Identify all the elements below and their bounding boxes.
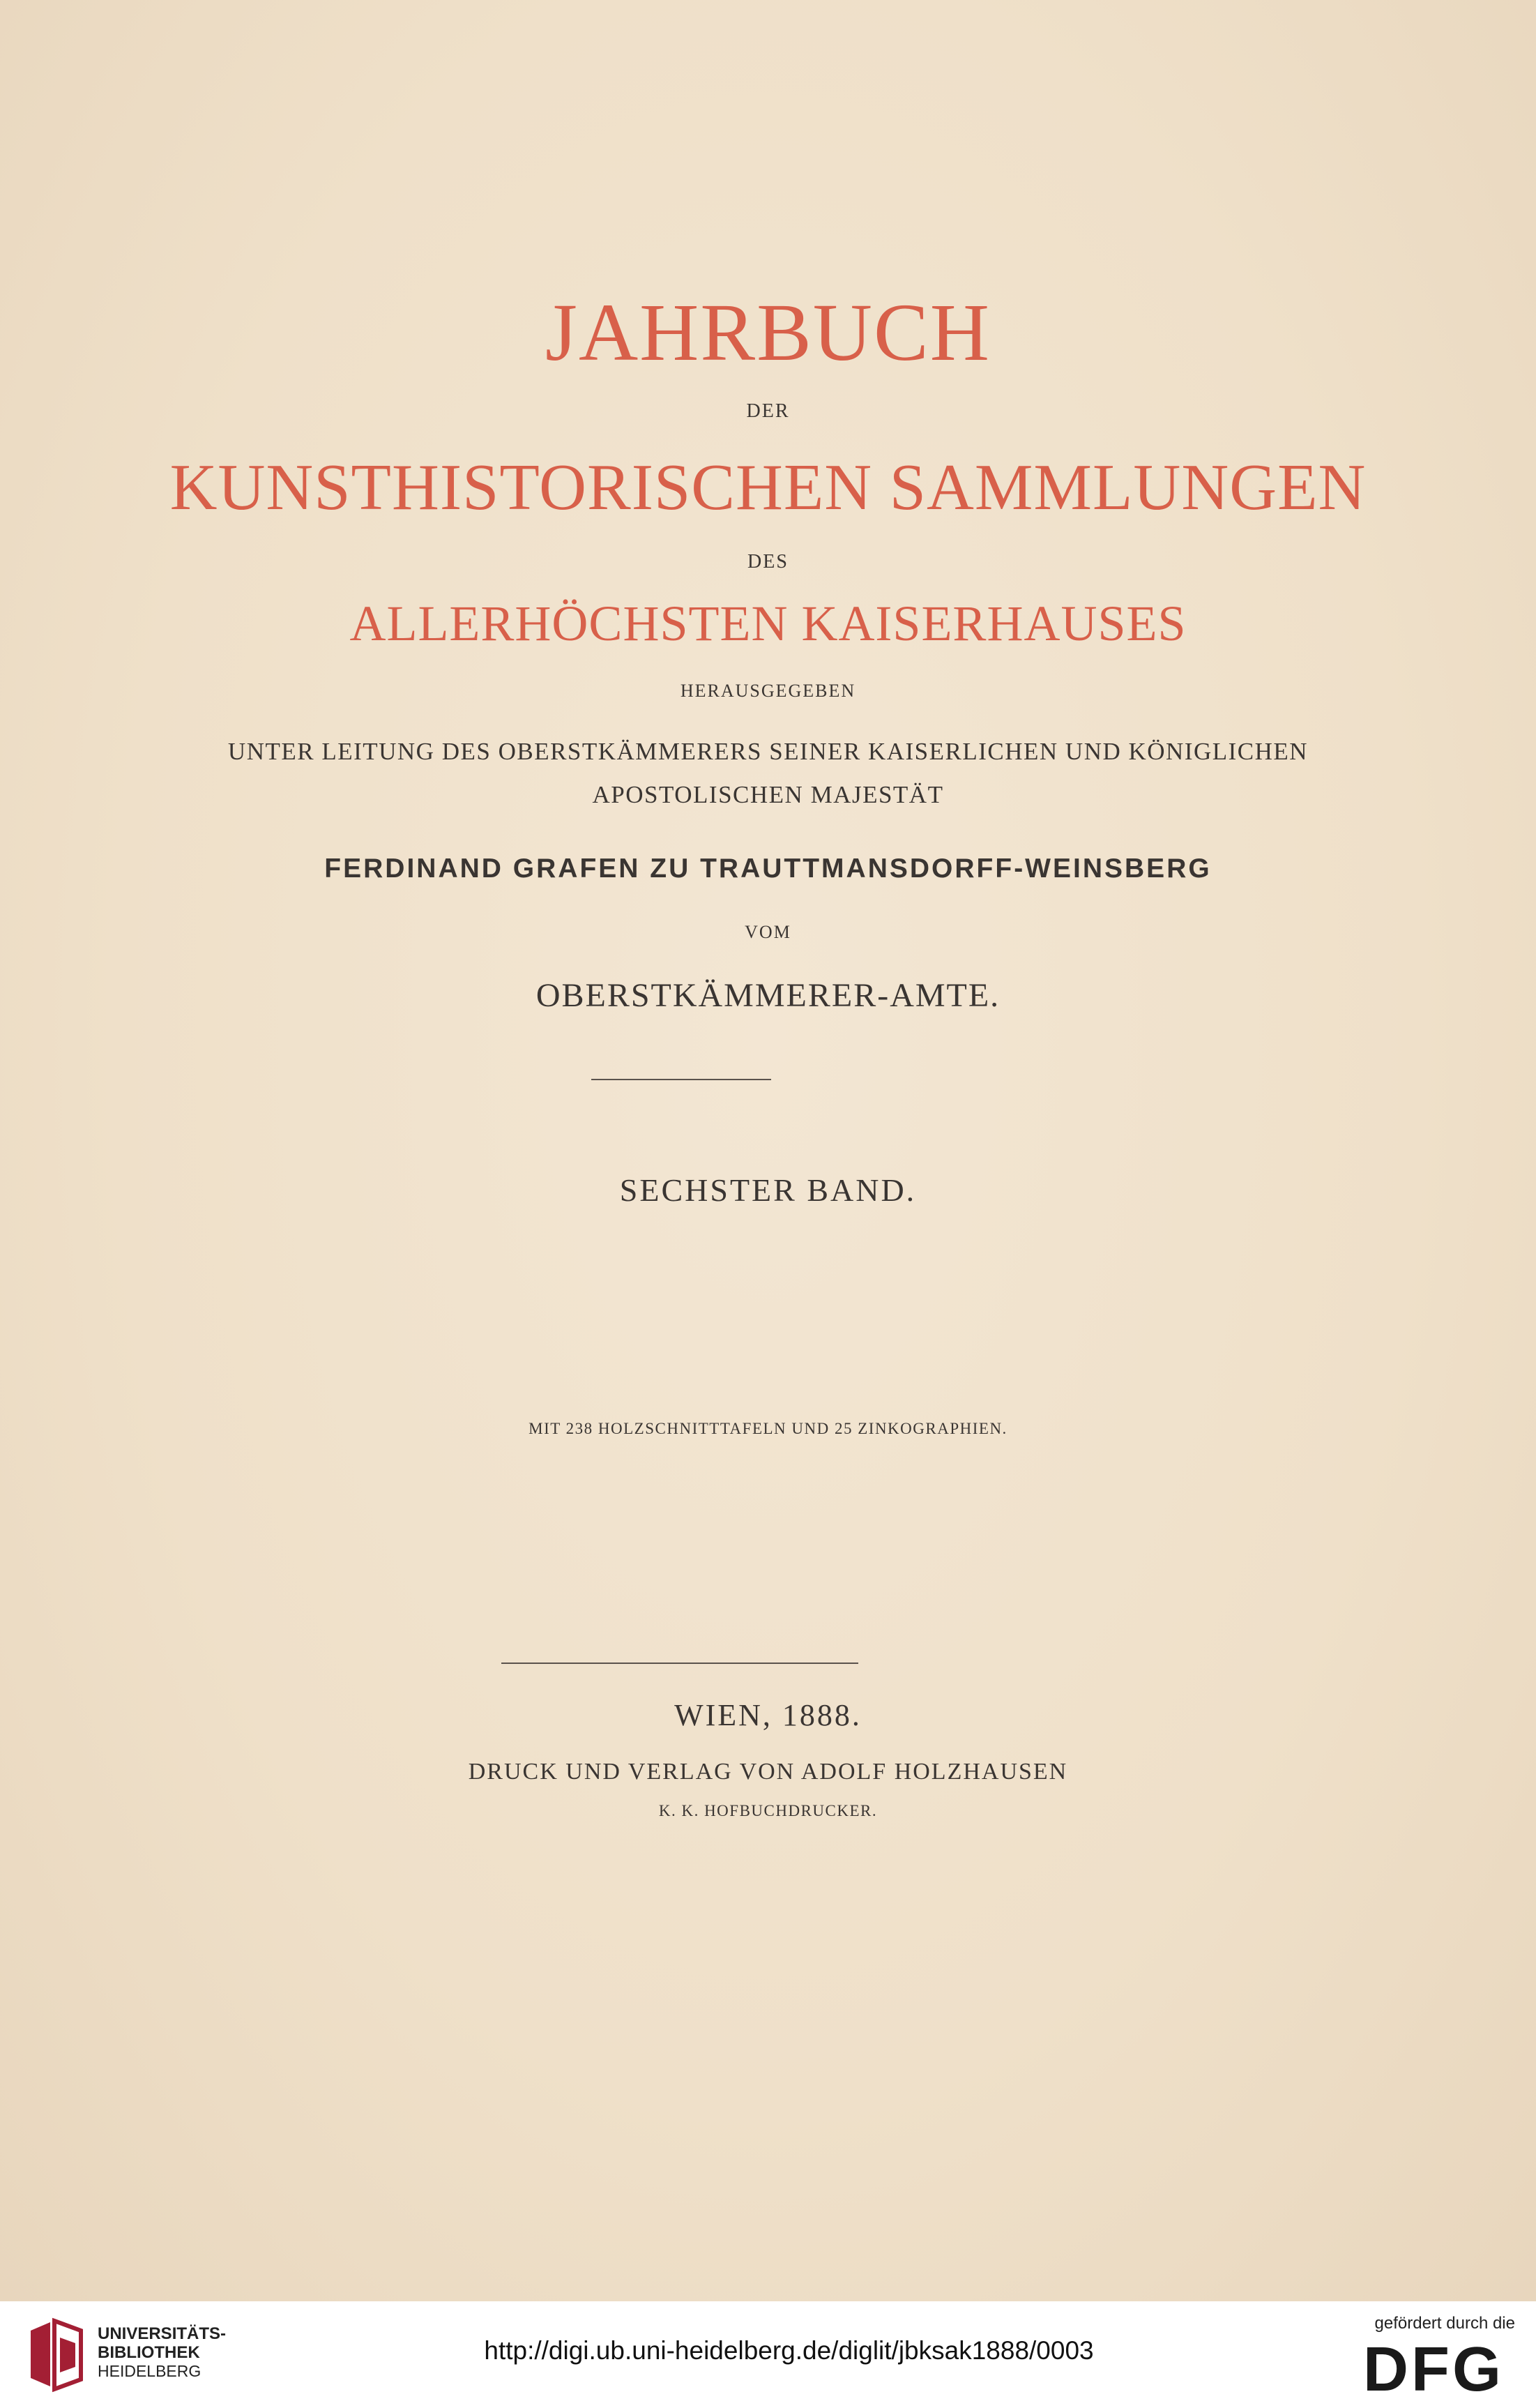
editor-name: FERDINAND GRAFEN ZU TRAUTTMANSDORFF-WEINSBERG bbox=[324, 854, 1212, 884]
herausgegeben-label: HERAUSGEGEBEN bbox=[680, 681, 856, 701]
dfg-logo-text: DFG bbox=[1363, 2338, 1504, 2398]
editor-line-1: UNTER LEITUNG DES OBERSTKÄMMERERS SEINER KAISERLICHEN UND KÖNIGLICHEN bbox=[227, 738, 1309, 765]
dfg-logo-icon bbox=[1353, 2338, 1514, 2398]
title-line-3: ALLERHÖCHSTEN KAISERHAUSES bbox=[349, 596, 1187, 651]
printer-line: K. K. HOFBUCHDRUCKER. bbox=[658, 1802, 878, 1819]
library-name-line-1: UNIVERSITÄTS- bbox=[98, 2324, 227, 2343]
illustrations-note: MIT 238 HOLZSCHNITTTAFELN UND 25 ZINKOGRAPHIEN. bbox=[529, 1420, 1007, 1437]
title-connector-der: DER bbox=[746, 400, 790, 422]
divider-long bbox=[501, 1663, 858, 1664]
place-year: WIEN, 1888. bbox=[674, 1698, 862, 1732]
permalink-url[interactable]: http://digi.ub.uni-heidelberg.de/diglit/jbksak1888/0003 bbox=[484, 2336, 1094, 2365]
publisher-line: DRUCK UND VERLAG VON ADOLF HOLZHAUSEN bbox=[468, 1759, 1068, 1785]
footer-bar bbox=[0, 2301, 1536, 2408]
funding-note: gefördert durch die bbox=[1374, 2314, 1515, 2333]
vom-label: VOM bbox=[745, 922, 791, 942]
title-connector-des: DES bbox=[747, 551, 789, 573]
volume-number: SECHSTER BAND. bbox=[619, 1172, 917, 1208]
office-name: OBERSTKÄMMERER-AMTE. bbox=[535, 977, 1001, 1014]
library-name-line-3: HEIDELBERG bbox=[98, 2361, 201, 2380]
editor-line-2: APOSTOLISCHEN MAJESTÄT bbox=[592, 781, 944, 808]
title-line-2: KUNSTHISTORISCHEN SAMMLUNGEN bbox=[169, 451, 1367, 524]
library-name-line-2: BIBLIOTHEK bbox=[98, 2342, 200, 2362]
divider-short bbox=[591, 1079, 771, 1080]
page-title: JAHRBUCH bbox=[545, 287, 991, 378]
